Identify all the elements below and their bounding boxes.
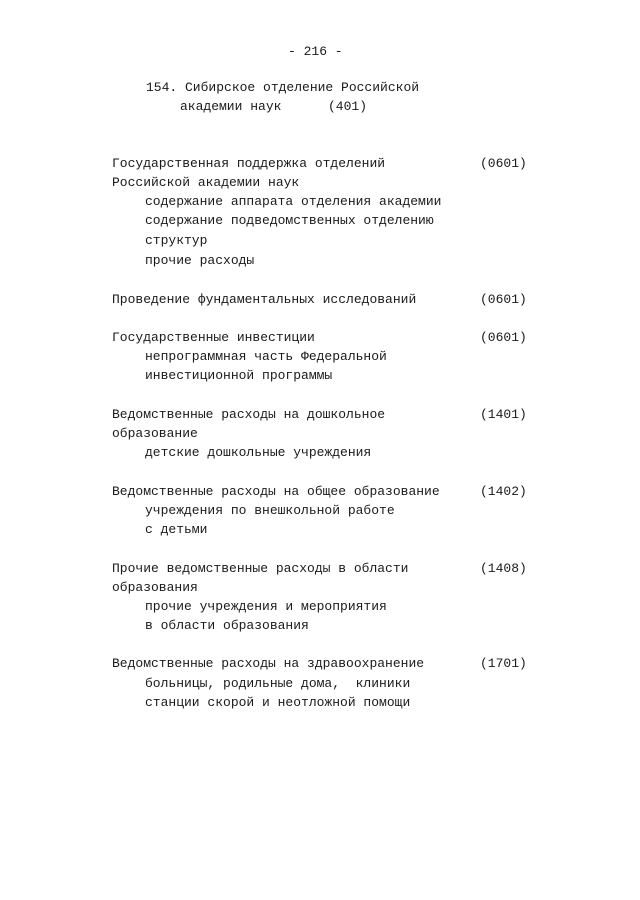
section-code: (1401) <box>480 407 527 422</box>
section-title: Ведомственные расходы на общее образование <box>112 484 440 499</box>
section-code: (1402) <box>480 484 527 499</box>
heading-line-2: академии наук <box>180 99 282 114</box>
section-item: учреждения по внешкольной работе <box>145 503 395 518</box>
heading-code: (401) <box>328 99 368 114</box>
section-item: содержание аппарата отделения академии <box>145 194 442 209</box>
section-item: прочие расходы <box>145 253 255 268</box>
section-item: инвестиционной программы <box>145 368 333 383</box>
heading-line-1: 154. Сибирское отделение Российской <box>146 80 420 95</box>
section-title: Государственные инвестиции <box>112 330 315 345</box>
section-code: (0601) <box>480 330 527 345</box>
section-item: структур <box>145 233 208 248</box>
section-code: (1701) <box>480 656 527 671</box>
section-code: (0601) <box>480 292 527 307</box>
section-item: станции скорой и неотложной помощи <box>145 695 411 710</box>
section-item: непрограммная часть Федеральной <box>145 349 387 364</box>
section-item: содержание подведомственных отделению <box>145 213 434 228</box>
section-item: детские дошкольные учреждения <box>145 445 372 460</box>
section-title: Ведомственные расходы на дошкольное <box>112 407 386 422</box>
section-item: в области образования <box>145 618 309 633</box>
section-item: больницы, родильные дома, клиники <box>145 676 411 691</box>
page-number: - 216 - <box>288 44 343 59</box>
section-code: (1408) <box>480 561 527 576</box>
section-title: Ведомственные расходы на здравоохранение <box>112 656 425 671</box>
section-title: Проведение фундаментальных исследований <box>112 292 417 307</box>
section-item: с детьми <box>145 522 208 537</box>
section-title: образования <box>112 580 198 595</box>
section-title: образование <box>112 426 198 441</box>
section-title: Государственная поддержка отделений <box>112 156 386 171</box>
section-title: Прочие ведомственные расходы в области <box>112 561 409 576</box>
section-code: (0601) <box>480 156 527 171</box>
section-item: прочие учреждения и мероприятия <box>145 599 387 614</box>
section-title: Российской академии наук <box>112 175 300 190</box>
